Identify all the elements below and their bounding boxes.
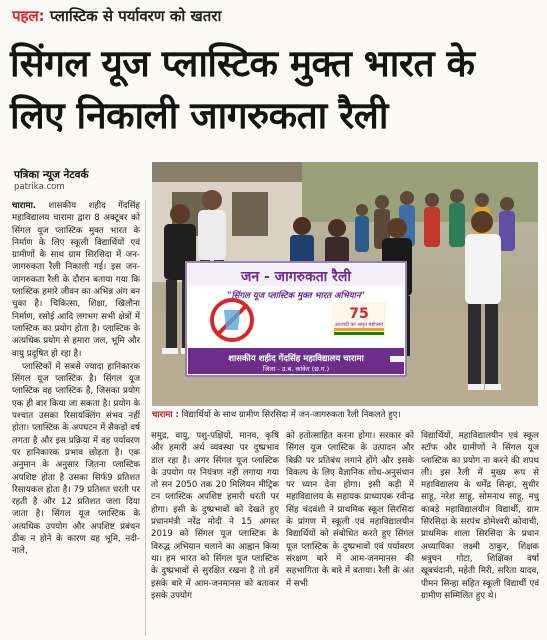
article-paragraph: समुद्र, वायु, पशु-पक्षियों, मानव, कृषि और हमारी अर्थ व्यवस्था पर दुष्प्रभाव डाल रहा है। अगर सिंगल यूज प्लास्टिक के उपयोग पर नियंत्रण नहीं लगाया गया तो सन 2050 तक 20 मिलियन मीट्रिक टन प्लास्टिक अपशिष्ट हमारी धरती पर होगा। इसी के दुष्प्रभावों को देखते हुए प्रधानमंत्री नरेंद्र मोदी ने 15 अगस्त 2019 को सिंगल यूज प्लास्टिक के विरुद्ध अभियान चलाने का आह्वान किया था। हम भारत को सिंगल यूज प्लास्टिक के दुष्प्रभावों से सुरक्षित रखना है तो हमें इसके बारे में आम-जनमानस को बताकर इसके उपयोग bbox=[151, 431, 279, 601]
article-paragraph: को हतोत्साहित करना होगा। सरकार को सिंगल यूज प्लास्टिक के उत्पादन और बिक्री पर प्रतिबंध लगाने होंगे और इसके विकल्प के लिए वैज्ञानिक शोध-अनुसंधान पर ध्यान देना होगा। इसी कड़ी में महाविद्यालय के सहायक प्राध्यापक रवीन्द्र सिंह चंदवंशी ने प्राथमिक स्कूल सिरसिदा के प्रांगण में स्कूली एवं महाविद्यालयीन विद्यार्थियों को संबोधित करते हुए सिंगल यूज प्लास्टिक के दुष्प्रभावों एवं पर्यावरण संरक्षण बारे में आम-जनमानस की सहभागिता के बारे में बताया। रैली के अंत में सभी bbox=[286, 431, 414, 589]
caption-text: विद्यार्थियों के साथ ग्रामीण सिरसिदा में जन-जागरुकता रैली निकलते हुए। bbox=[181, 410, 401, 420]
kicker-label: पहल: bbox=[12, 7, 45, 25]
banner-logo-number: 75 bbox=[349, 306, 369, 322]
banner-title: जन - जागरुकता रैली bbox=[240, 269, 352, 285]
dateline-city: चारामा. bbox=[12, 201, 37, 211]
photo-caption bbox=[152, 409, 538, 420]
article-paragraph: प्लास्टिकों में सबसे ज्यादा हानिकारक सिंगल यूज प्लास्टिक है। सिंगल यूज प्लास्टिक वह प्लास्टिक है, जिसका प्रयोग एक ही बार किया जा सकता है। प्रयोग के पश्चात उसका रिसायक्लिंग संभव नहीं होता। प्लास्टिक के अपघटन में सैकड़ों वर्ष लगता है और इस प्रक्रिया में वह पर्यावरण पर हानिकारक प्रभाव छोड़ता है। एक अनुमान के अनुसार जितना प्लास्टिक अपशिष्ट होता है उसका सिर्फ9 प्रतिशत रिसायकल होता है। 79 प्रतिशत धरती पर रहती है और 12 प्रतिशत जला दिया जाता है। सिंगल यूज प्लास्टिक के अत्यधिक उपयोग और अपशिष्ट प्रबंधन ठीक न होने के कारण यह भूमि, नदी-नाले, bbox=[12, 361, 140, 557]
byline: पत्रिका न्यूज नेटवर्क bbox=[14, 169, 89, 181]
article-paragraph: विद्यार्थियों, महाविद्यालयीन एवं स्कूल स्टॉफ और ग्रामीणों ने सिंगल यूज प्लास्टिक का प्रयोग ना करने की शपथ ली। इस रैली में मुख्य रूप से महाविद्यालय के धर्मेंद्र सिन्हा, सुधीर साहू, नरेश साहू, सोमनाथ साहू, मधु काबड़े महाविद्यालयीन विद्यार्थी, ग्राम सिरसिदा के सरपंच डोमेश्वरी कोवाची, प्राथमिक शाला सिरसिदा के प्रधान अध्यापिका लक्ष्मी ठाकुर, शिक्षक श्रत्रुघन गोटा, शिक्षिका वर्षा खूबचंदानी, महेती मिरी, सरिता यादव, पीमन सिन्हा सहित स्कूली विद्यार्थी एवं ग्रामीण सम्मिलित हुए थे। bbox=[421, 431, 539, 601]
column-divider bbox=[145, 200, 146, 636]
article-column-4 bbox=[421, 430, 539, 636]
paragraph-text: शासकीय शहीद गेंदसिंह महाविद्यालय चारामा द्वारा 8 अक्टूबर को सिंगल यूज प्लास्टिक मुक्त भारत के निर्माण के लिए स्कूली विद्यार्थियों एवं ग्रामीणों के साथ ग्राम सिरसिदा में जन-जागरुकता रैली निकाली गई। इस जन-जागरुकता रैली के दौरान बताया गया कि प्लास्टिक हमारे जीवन का अभिन्न अंग बन चुका है। चिकित्सा, शिक्षा, खिलौना निर्माण, रसोई आदि लगभग सभी क्षेत्रों में प्लास्टिक का प्रयोग होता है। प्लास्टिक के अत्यधिक प्रयोग से हमारा जल, भूमि और वायु प्रदूषित हो रहा है। bbox=[12, 201, 140, 359]
article-column-2 bbox=[151, 430, 279, 636]
article-paragraph bbox=[12, 200, 140, 360]
banner-college: शासकीय शहीद गेंदसिंह महाविद्यालय चारामा bbox=[228, 354, 364, 364]
banner-logo-text: आजादी का अमृत महोत्सव bbox=[334, 322, 384, 328]
headline: सिंगल यूज प्लास्टिक मुक्त भारत के लिए निकाली जागरुकता रैली bbox=[10, 42, 475, 137]
caption-label: चारामा : bbox=[152, 410, 179, 420]
article-column-3 bbox=[286, 430, 414, 636]
kicker-text: प्लास्टिक से पर्यावरण को खतरा bbox=[49, 7, 222, 25]
banner-subtitle: "सिंगल यूज प्लास्टिक मुक्त भारत अभियान" bbox=[227, 291, 365, 301]
site-url: patrika.com bbox=[14, 182, 65, 192]
rally-photo bbox=[152, 162, 538, 406]
rally-photo-illustration bbox=[152, 162, 538, 406]
article-column-1 bbox=[12, 200, 140, 636]
banner-district: जिला - उ.ब. कांकेर (छ.ग.) bbox=[262, 365, 330, 373]
kicker bbox=[12, 6, 221, 26]
